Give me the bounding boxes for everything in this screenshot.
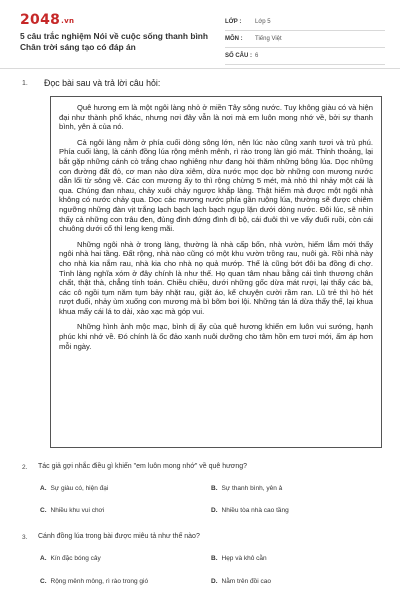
passage-paragraph: Quê hương em là một ngôi làng nhỏ ở miền Tây sông nước. Tuy không giàu có và hiện đại như thành phố khác, nhưng nơi đây vẫn là nơi mà em luôn mong nhớ về, bởi sự thanh bình, yên ả của nó. (59, 103, 373, 132)
header-divider (0, 68, 400, 69)
option-d[interactable] (211, 507, 289, 514)
question-number: 2. (22, 464, 28, 471)
option-b[interactable] (211, 485, 282, 492)
logo-suffix: .vn (61, 17, 75, 25)
question-text: Tác giả gợi nhắc điều gì khiến "em luôn mong nhớ" về quê hương? (38, 463, 248, 470)
page-header (0, 0, 400, 66)
option-text: Nằm trên đồi cao (221, 578, 271, 585)
option-text: Sự thanh bình, yên ả (221, 485, 283, 492)
option-a[interactable] (40, 485, 108, 492)
option-letter: D. (211, 507, 218, 514)
option-letter: B. (211, 555, 218, 562)
site-logo[interactable] (20, 12, 74, 28)
option-letter: C. (40, 578, 47, 585)
option-text: Sự giàu có, hiện đại (50, 485, 109, 492)
meta-value: Lớp 5 (255, 19, 271, 25)
question-number: 3. (22, 534, 28, 541)
option-text: Nhiều khu vui chơi (50, 507, 105, 514)
option-letter: D. (211, 578, 218, 585)
option-text: Nhiều tòa nhà cao tầng (221, 507, 289, 514)
meta-key: LỚP : (225, 19, 242, 25)
question-number: 1. (22, 80, 28, 87)
option-c[interactable] (40, 507, 104, 514)
meta-key: SỐ CÂU : (225, 53, 252, 59)
option-d[interactable] (211, 578, 271, 585)
option-b[interactable] (211, 555, 267, 562)
option-c[interactable] (40, 578, 148, 585)
meta-table (225, 14, 385, 65)
meta-value: Tiếng Việt (255, 36, 282, 42)
question-text: Cánh đồng lúa trong bài được miêu tả như thế nào? (38, 533, 200, 540)
meta-key: MÔN : (225, 36, 243, 42)
meta-row-subject (225, 31, 385, 48)
meta-row-count (225, 48, 385, 65)
option-letter: A. (40, 555, 47, 562)
passage-paragraph: Những ngôi nhà ở trong làng, thường là nhà cấp bốn, nhà vườn, hiếm lắm mới thấy ngôi nhà hai tầng. Đất rộng, nhà nào cũng có một khu vườn trồng rau, nuôi gà. Rồi nhà này cho nhà kia nắm rau, nhà kia cho nhà nọ quả mướp. Thế là cũng bớt đôi ba đồng đi chợ. Tình làng nghĩa xóm ở đây chính là như thế. Họ quan tâm nhau bằng cái tình thương chân chất, thật thà, chẳng tính toán. Chiều chiều, dưới những gốc dừa mát rượi, lại thấy các bà, các cô ngồi tụm năm tụm bảy nhặt rau, giặt áo, kể chuyện cười rầm ran. Lũ trẻ thì hò hét rượt đuổi, nhảy ùm xuống con mương mà bì bõm bơi lội. Những tán lá dừa thấy thế, lại khua khua mấy cái lá to dài, xào xạc mà góp vui. (59, 239, 373, 316)
logo-main: 2048 (20, 12, 61, 28)
option-text: Rộng mênh mông, rì rào trong gió (50, 578, 149, 585)
option-a[interactable] (40, 555, 101, 562)
document-title: 5 câu trắc nghiệm Nói về cuộc sống thanh bình Chân trời sáng tạo có đáp án (20, 31, 208, 52)
meta-value: 6 (255, 53, 259, 59)
option-text: Kín đặc bóng cây (50, 555, 101, 562)
option-letter: C. (40, 507, 47, 514)
option-letter: B. (211, 485, 218, 492)
meta-row-class (225, 14, 385, 31)
reading-passage (50, 96, 382, 448)
passage-paragraph: Cả ngôi làng nằm ở phía cuối dòng sông lớn, nên lúc nào cũng xanh tươi và trù phú. Phía cuối làng, là cánh đồng lúa rộng mênh mênh, rì rào trong làn gió mát. Thỉnh thoảng, lại bắt gặp những cánh cò trắng chao nghiêng như đang hòi thăm những bông lúa. Dọc những con đường đất đỏ, cơ man nào dừa xiêm, dừa nước mọc dọc bờ những con mương nước dẫn lối từ sông về. Các con mương ấy to thì rộng chừng 5 mét, mà nhỏ thì nhảy một cái là qua. Chúng đan nhau, chảy xuôi chảy ngược khắp làng. Thật hiếm mà được một ngôi nhà không có nước chảy qua. Dọc các mương nước phía gần ruộng lúa, thường sẽ được chiêm ngưỡng những đàn vịt trắng lạch bạch lạch bạch ngụp lặn dưới dòng nước. Đôi lúc, sẽ nhìn thấy cả những con trâu đen, đủng đỉnh đứng đình đì bộ, cái đuôi thì ve vẩy đuổi ruồi, còn cái chuông dưới cổ thì leng keng mãi. (59, 137, 373, 234)
option-text: Hẹp và khô cằn (221, 555, 267, 562)
option-letter: A. (40, 485, 47, 492)
question-text: Đọc bài sau và trả lời câu hỏi: (44, 78, 161, 88)
passage-paragraph: Những hình ảnh mộc mạc, bình dị ấy của quê hương khiến em luôn vui sướng, hạnh phúc khi nhớ về. Đó chính là ốc đảo xanh nuôi dưỡng cho tâm hồn em tươi mới, ấm áp hơn mỗi ngày. (59, 322, 373, 351)
